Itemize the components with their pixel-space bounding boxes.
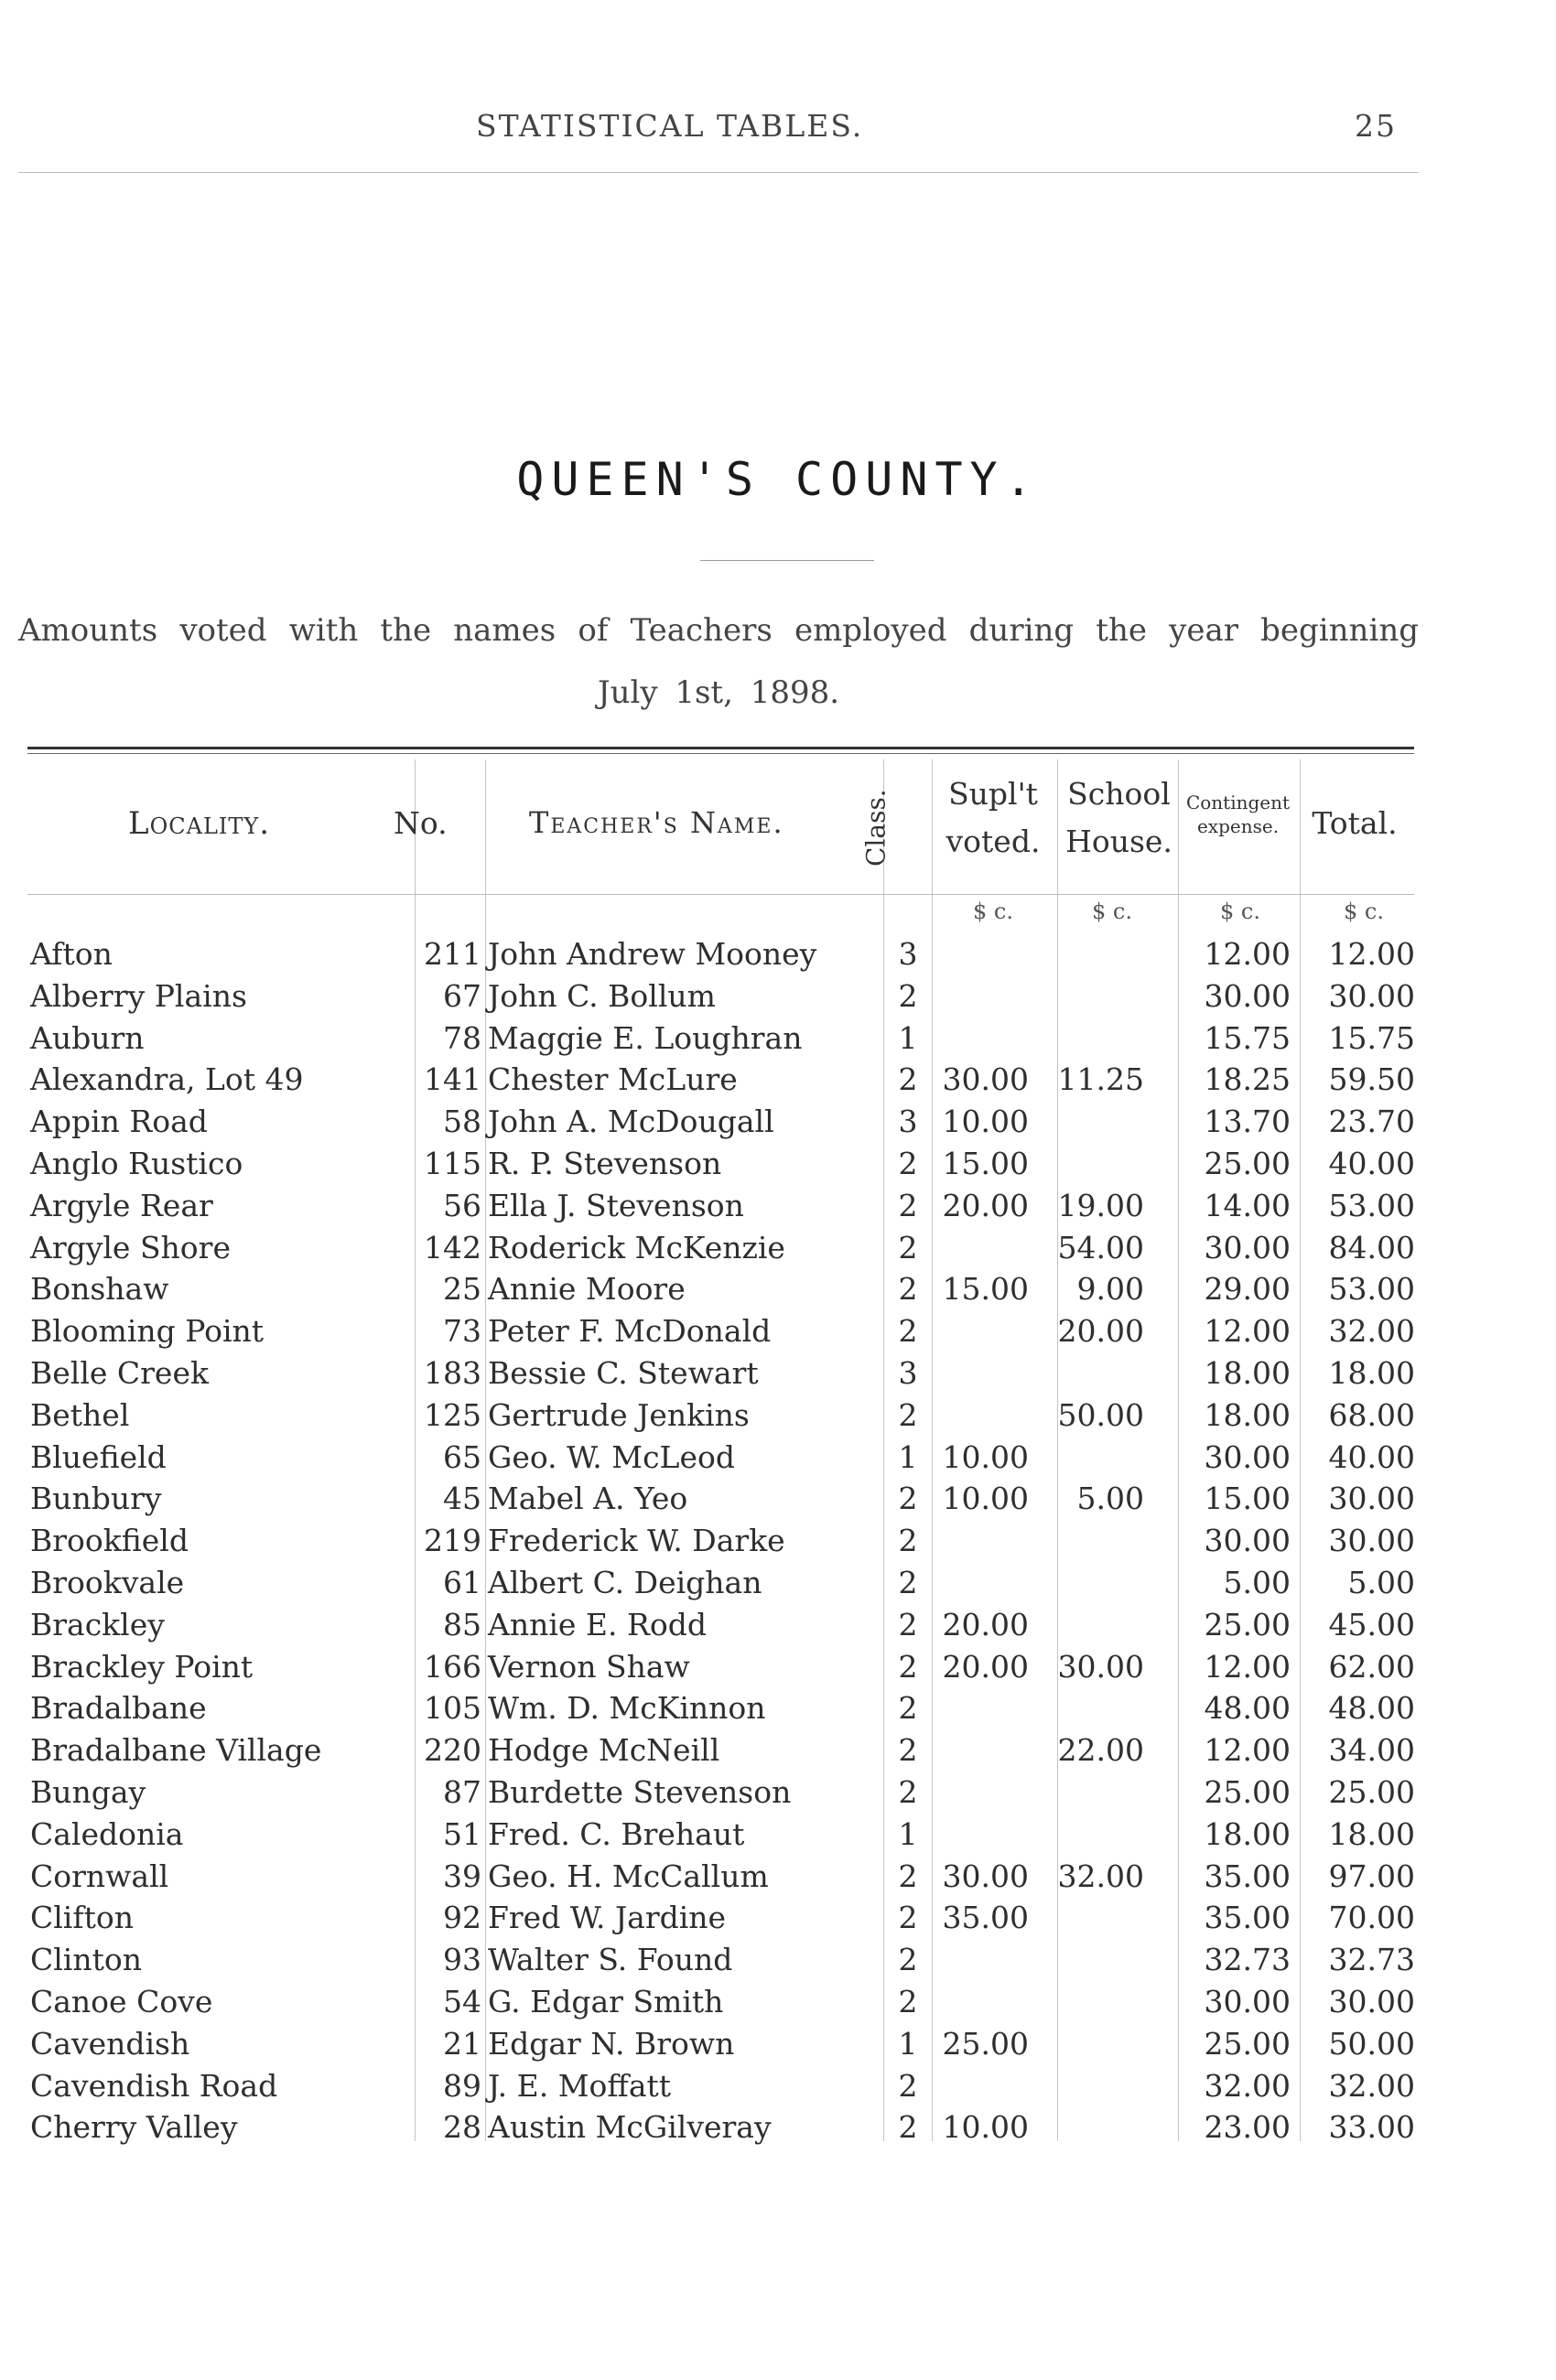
running-head-title: STATISTICAL TABLES. [476, 108, 864, 144]
cell-locality: Canoe Cove [30, 1983, 213, 2019]
cell-teacher-name: Geo. W. McLeod [488, 1438, 735, 1475]
cell-supl-voted: 10.00 [942, 1481, 1029, 1517]
cell-total: 30.00 [1328, 977, 1415, 1014]
cell-no: 219 [424, 1523, 481, 1559]
cell-locality: Appin Road [30, 1104, 208, 1140]
cell-no: 56 [443, 1187, 481, 1223]
cell-total: 32.00 [1328, 2067, 1415, 2104]
cell-teacher-name: Walter S. Found [488, 1942, 733, 1978]
cell-teacher-name: Mabel A. Yeo [488, 1481, 688, 1517]
cell-locality: Cherry Valley [30, 2109, 238, 2146]
cell-class: 2 [898, 1481, 918, 1517]
cell-supl-voted: 20.00 [942, 1187, 1029, 1223]
header-class: Class. [860, 789, 891, 867]
cell-locality: Cavendish Road [30, 2067, 278, 2104]
cell-contingent: 32.73 [1204, 1942, 1291, 1978]
table-header-rule [27, 894, 1414, 895]
cell-contingent: 15.75 [1204, 1019, 1291, 1056]
table-row [0, 1729, 1556, 1772]
cell-locality: Brookvale [30, 1564, 185, 1600]
cell-contingent: 30.00 [1204, 977, 1291, 1014]
cell-supl-voted: 10.00 [942, 1104, 1029, 1140]
cell-total: 30.00 [1328, 1523, 1415, 1559]
header-teacher-name: Teacher's Name. [529, 805, 784, 840]
cell-no: 115 [424, 1145, 481, 1181]
cell-locality: Brackley [30, 1606, 165, 1642]
header-contingent-line2: expense. [1196, 815, 1280, 837]
cell-no: 21 [443, 2025, 481, 2062]
cell-supl-voted: 15.00 [942, 1271, 1029, 1308]
table-row [0, 1562, 1556, 1604]
cell-locality: Bonshaw [30, 1271, 169, 1308]
cell-supl-voted: 10.00 [942, 1438, 1029, 1475]
cell-contingent: 35.00 [1204, 1858, 1291, 1894]
table-row [0, 1227, 1556, 1269]
cell-teacher-name: Vernon Shaw [488, 1648, 690, 1685]
table-row [0, 1939, 1556, 1981]
table-row [0, 1185, 1556, 1227]
header-no: No. [394, 805, 448, 841]
title-divider [700, 560, 874, 561]
cell-contingent: 18.00 [1204, 1396, 1291, 1433]
table-row [0, 1310, 1556, 1352]
cell-total: 18.00 [1328, 1354, 1415, 1391]
cell-total: 33.00 [1328, 2109, 1415, 2146]
table-top-rule [27, 747, 1414, 749]
table-row [0, 2065, 1556, 2107]
cell-school-house: 9.00 [1076, 1271, 1144, 1308]
cell-school-house: 54.00 [1057, 1229, 1144, 1265]
cell-total: 45.00 [1328, 1606, 1415, 1642]
cell-class: 2 [898, 1313, 918, 1350]
cell-class: 2 [898, 2067, 918, 2104]
cell-total: 40.00 [1328, 1438, 1415, 1475]
cell-locality: Bradalbane [30, 1690, 207, 1727]
cell-teacher-name: John Andrew Mooney [488, 936, 817, 972]
cell-contingent: 12.00 [1204, 1313, 1291, 1350]
cell-teacher-name: Burdette Stevenson [488, 1773, 792, 1810]
cell-school-house: 50.00 [1057, 1396, 1144, 1433]
cell-class: 3 [898, 1104, 918, 1140]
cell-class: 3 [898, 936, 918, 972]
cell-teacher-name: Hodge McNeill [488, 1732, 720, 1769]
cell-class: 2 [898, 1187, 918, 1223]
cell-total: 25.00 [1328, 1773, 1415, 1810]
cell-school-house: 22.00 [1057, 1732, 1144, 1769]
table-row [0, 1981, 1556, 2023]
cell-teacher-name: Peter F. McDonald [488, 1313, 772, 1350]
unit-supl: $ c. [973, 899, 1013, 924]
cell-teacher-name: Austin McGilveray [488, 2109, 772, 2146]
cell-locality: Afton [30, 936, 113, 972]
cell-class: 2 [898, 1690, 918, 1727]
cell-teacher-name: Geo. H. McCallum [488, 1858, 769, 1894]
cell-total: 59.50 [1328, 1061, 1415, 1098]
table-row [0, 1437, 1556, 1479]
cell-supl-voted: 25.00 [942, 2025, 1029, 2062]
cell-contingent: 14.00 [1204, 1187, 1291, 1223]
cell-contingent: 23.00 [1204, 2109, 1291, 2146]
cell-teacher-name: Wm. D. McKinnon [488, 1690, 766, 1727]
cell-contingent: 25.00 [1204, 2025, 1291, 2062]
cell-no: 166 [424, 1648, 481, 1685]
cell-locality: Bradalbane Village [30, 1732, 322, 1769]
cell-supl-voted: 30.00 [942, 1061, 1029, 1098]
cell-locality: Clinton [30, 1942, 142, 1978]
cell-class: 2 [898, 1606, 918, 1642]
cell-class: 2 [898, 977, 918, 1014]
cell-no: 67 [443, 977, 481, 1014]
table-row [0, 1897, 1556, 1939]
cell-contingent: 29.00 [1204, 1271, 1291, 1308]
county-title: QUEEN'S COUNTY. [516, 453, 1040, 506]
cell-teacher-name: Fred W. Jardine [488, 1900, 727, 1936]
cell-total: 84.00 [1328, 1229, 1415, 1265]
table-caption: Amounts voted with the names of Teachers employed during the year beginning July 1st, 1898. [18, 612, 1419, 711]
table-row [0, 1059, 1556, 1101]
cell-school-house: 5.00 [1076, 1481, 1144, 1517]
cell-contingent: 25.00 [1204, 1773, 1291, 1810]
cell-teacher-name: Roderick McKenzie [488, 1229, 785, 1265]
cell-total: 68.00 [1328, 1396, 1415, 1433]
cell-teacher-name: Chester McLure [488, 1061, 738, 1098]
table-row [0, 1018, 1556, 1060]
cell-class: 2 [898, 1145, 918, 1181]
cell-total: 50.00 [1328, 2025, 1415, 2062]
header-supl-line1: Supl't [948, 776, 1038, 812]
cell-locality: Belle Creek [30, 1354, 209, 1391]
cell-supl-voted: 10.00 [942, 2109, 1029, 2146]
cell-locality: Alberry Plains [30, 977, 247, 1014]
table-row [0, 1520, 1556, 1562]
cell-total: 30.00 [1328, 1481, 1415, 1517]
cell-total: 5.00 [1347, 1564, 1415, 1600]
table-row [0, 1604, 1556, 1646]
cell-locality: Clifton [30, 1900, 134, 1936]
cell-no: 61 [443, 1564, 481, 1600]
cell-supl-voted: 30.00 [942, 1858, 1029, 1894]
cell-contingent: 30.00 [1204, 1523, 1291, 1559]
table-row [0, 2023, 1556, 2065]
table-row [0, 1646, 1556, 1688]
table-body [0, 933, 1556, 2148]
cell-no: 87 [443, 1773, 481, 1810]
cell-school-house: 19.00 [1057, 1187, 1144, 1223]
cell-contingent: 30.00 [1204, 1229, 1291, 1265]
cell-school-house: 32.00 [1057, 1858, 1144, 1894]
cell-total: 30.00 [1328, 1983, 1415, 2019]
cell-teacher-name: Bessie C. Stewart [488, 1354, 759, 1391]
cell-total: 62.00 [1328, 1648, 1415, 1685]
table-row [0, 1856, 1556, 1898]
cell-locality: Alexandra, Lot 49 [30, 1061, 304, 1098]
header-divider [18, 172, 1419, 173]
cell-contingent: 30.00 [1204, 1983, 1291, 2019]
cell-class: 2 [898, 1900, 918, 1936]
cell-contingent: 48.00 [1204, 1690, 1291, 1727]
cell-class: 2 [898, 1732, 918, 1769]
cell-teacher-name: Edgar N. Brown [488, 2025, 735, 2062]
cell-teacher-name: Frederick W. Darke [488, 1523, 785, 1559]
cell-class: 2 [898, 1773, 918, 1810]
cell-contingent: 30.00 [1204, 1438, 1291, 1475]
cell-locality: Bunbury [30, 1481, 162, 1517]
header-school-house [1057, 770, 1181, 866]
cell-locality: Bethel [30, 1396, 130, 1433]
cell-no: 45 [443, 1481, 481, 1517]
cell-no: 39 [443, 1858, 481, 1894]
cell-no: 105 [424, 1690, 481, 1727]
cell-no: 78 [443, 1019, 481, 1056]
cell-total: 97.00 [1328, 1858, 1415, 1894]
unit-total: $ c. [1344, 899, 1384, 924]
cell-total: 23.70 [1328, 1104, 1415, 1140]
header-total: Total. [1312, 805, 1398, 841]
cell-total: 15.75 [1328, 1019, 1415, 1056]
cell-no: 58 [443, 1104, 481, 1140]
cell-total: 34.00 [1328, 1732, 1415, 1769]
table-row [0, 975, 1556, 1018]
cell-teacher-name: Ella J. Stevenson [488, 1187, 744, 1223]
cell-no: 92 [443, 1900, 481, 1936]
cell-school-house: 30.00 [1057, 1648, 1144, 1685]
cell-locality: Auburn [30, 1019, 145, 1056]
table-row [0, 1814, 1556, 1856]
cell-class: 2 [898, 1983, 918, 2019]
cell-contingent: 12.00 [1204, 1648, 1291, 1685]
cell-no: 141 [424, 1061, 481, 1098]
cell-school-house: 11.25 [1057, 1061, 1144, 1098]
cell-contingent: 18.00 [1204, 1815, 1291, 1852]
cell-total: 70.00 [1328, 1900, 1415, 1936]
cell-no: 183 [424, 1354, 481, 1391]
cell-no: 220 [424, 1732, 481, 1769]
table-row [0, 1687, 1556, 1729]
cell-class: 1 [898, 1438, 918, 1475]
cell-teacher-name: R. P. Stevenson [488, 1145, 722, 1181]
cell-contingent: 18.00 [1204, 1354, 1291, 1391]
cell-teacher-name: Annie E. Rodd [488, 1606, 707, 1642]
cell-supl-voted: 20.00 [942, 1648, 1029, 1685]
header-locality: Locality. [128, 805, 271, 842]
cell-class: 3 [898, 1354, 918, 1391]
cell-contingent: 13.70 [1204, 1104, 1291, 1140]
cell-no: 142 [424, 1229, 481, 1265]
cell-no: 54 [443, 1983, 481, 2019]
cell-class: 2 [898, 1564, 918, 1600]
cell-supl-voted: 35.00 [942, 1900, 1029, 1936]
header-supl-line2: voted. [945, 824, 1041, 859]
cell-teacher-name: Annie Moore [488, 1271, 686, 1308]
cell-class: 1 [898, 2025, 918, 2062]
cell-teacher-name: J. E. Moffatt [488, 2067, 672, 2104]
cell-locality: Anglo Rustico [30, 1145, 243, 1181]
cell-total: 53.00 [1328, 1187, 1415, 1223]
cell-locality: Cavendish [30, 2025, 190, 2062]
table-row [0, 1395, 1556, 1437]
header-school-line1: School [1067, 776, 1171, 812]
cell-locality: Brackley Point [30, 1648, 254, 1685]
cell-no: 73 [443, 1313, 481, 1350]
cell-class: 1 [898, 1019, 918, 1056]
table-row [0, 1101, 1556, 1143]
cell-locality: Bluefield [30, 1438, 167, 1475]
cell-no: 25 [443, 1271, 481, 1308]
cell-contingent: 5.00 [1223, 1564, 1291, 1600]
cell-class: 2 [898, 1523, 918, 1559]
table-top-rule-thin [27, 753, 1414, 754]
cell-no: 65 [443, 1438, 481, 1475]
cell-teacher-name: Fred. C. Brehaut [488, 1815, 745, 1852]
cell-total: 32.73 [1328, 1942, 1415, 1978]
cell-class: 2 [898, 2109, 918, 2146]
cell-teacher-name: Maggie E. Loughran [488, 1019, 803, 1056]
cell-locality: Blooming Point [30, 1313, 265, 1350]
cell-teacher-name: John A. McDougall [488, 1104, 774, 1140]
cell-no: 85 [443, 1606, 481, 1642]
cell-no: 125 [424, 1396, 481, 1433]
cell-locality: Argyle Rear [30, 1187, 213, 1223]
cell-no: 51 [443, 1815, 481, 1852]
unit-school: $ c. [1092, 899, 1132, 924]
cell-class: 2 [898, 1061, 918, 1098]
cell-class: 2 [898, 1648, 918, 1685]
cell-total: 53.00 [1328, 1271, 1415, 1308]
cell-total: 48.00 [1328, 1690, 1415, 1727]
cell-no: 211 [424, 936, 481, 972]
cell-teacher-name: G. Edgar Smith [488, 1983, 724, 2019]
cell-total: 40.00 [1328, 1145, 1415, 1181]
cell-locality: Brookfield [30, 1523, 189, 1559]
header-school-line2: House. [1065, 824, 1172, 859]
table-row [0, 1352, 1556, 1395]
table-row [0, 1268, 1556, 1310]
cell-no: 89 [443, 2067, 481, 2104]
cell-contingent: 12.00 [1204, 936, 1291, 972]
cell-no: 28 [443, 2109, 481, 2146]
cell-class: 2 [898, 1229, 918, 1265]
table-row [0, 933, 1556, 975]
cell-no: 93 [443, 1942, 481, 1978]
cell-locality: Argyle Shore [30, 1229, 231, 1265]
cell-total: 18.00 [1328, 1815, 1415, 1852]
cell-contingent: 25.00 [1204, 1145, 1291, 1181]
cell-supl-voted: 20.00 [942, 1606, 1029, 1642]
cell-class: 2 [898, 1942, 918, 1978]
cell-contingent: 18.25 [1204, 1061, 1291, 1098]
cell-school-house: 20.00 [1057, 1313, 1144, 1350]
unit-contingent: $ c. [1220, 899, 1260, 924]
table-row [0, 2106, 1556, 2148]
cell-total: 12.00 [1328, 936, 1415, 972]
cell-teacher-name: Albert C. Deighan [488, 1564, 762, 1600]
cell-class: 2 [898, 1396, 918, 1433]
cell-supl-voted: 15.00 [942, 1145, 1029, 1181]
cell-locality: Cornwall [30, 1858, 169, 1894]
header-contingent-expense [1176, 791, 1300, 838]
cell-contingent: 32.00 [1204, 2067, 1291, 2104]
table-row [0, 1772, 1556, 1814]
page-number: 25 [1355, 108, 1397, 144]
cell-total: 32.00 [1328, 1313, 1415, 1350]
cell-contingent: 35.00 [1204, 1900, 1291, 1936]
cell-class: 2 [898, 1271, 918, 1308]
header-supl-voted [929, 770, 1057, 866]
cell-teacher-name: John C. Bollum [488, 977, 716, 1014]
cell-locality: Bungay [30, 1773, 146, 1810]
cell-class: 2 [898, 1858, 918, 1894]
cell-class: 1 [898, 1815, 918, 1852]
header-contingent-line1: Contingent [1185, 792, 1291, 813]
cell-contingent: 15.00 [1204, 1481, 1291, 1517]
cell-contingent: 12.00 [1204, 1732, 1291, 1769]
cell-teacher-name: Gertrude Jenkins [488, 1396, 750, 1433]
cell-locality: Caledonia [30, 1815, 184, 1852]
cell-contingent: 25.00 [1204, 1606, 1291, 1642]
table-row [0, 1478, 1556, 1520]
table-row [0, 1143, 1556, 1185]
